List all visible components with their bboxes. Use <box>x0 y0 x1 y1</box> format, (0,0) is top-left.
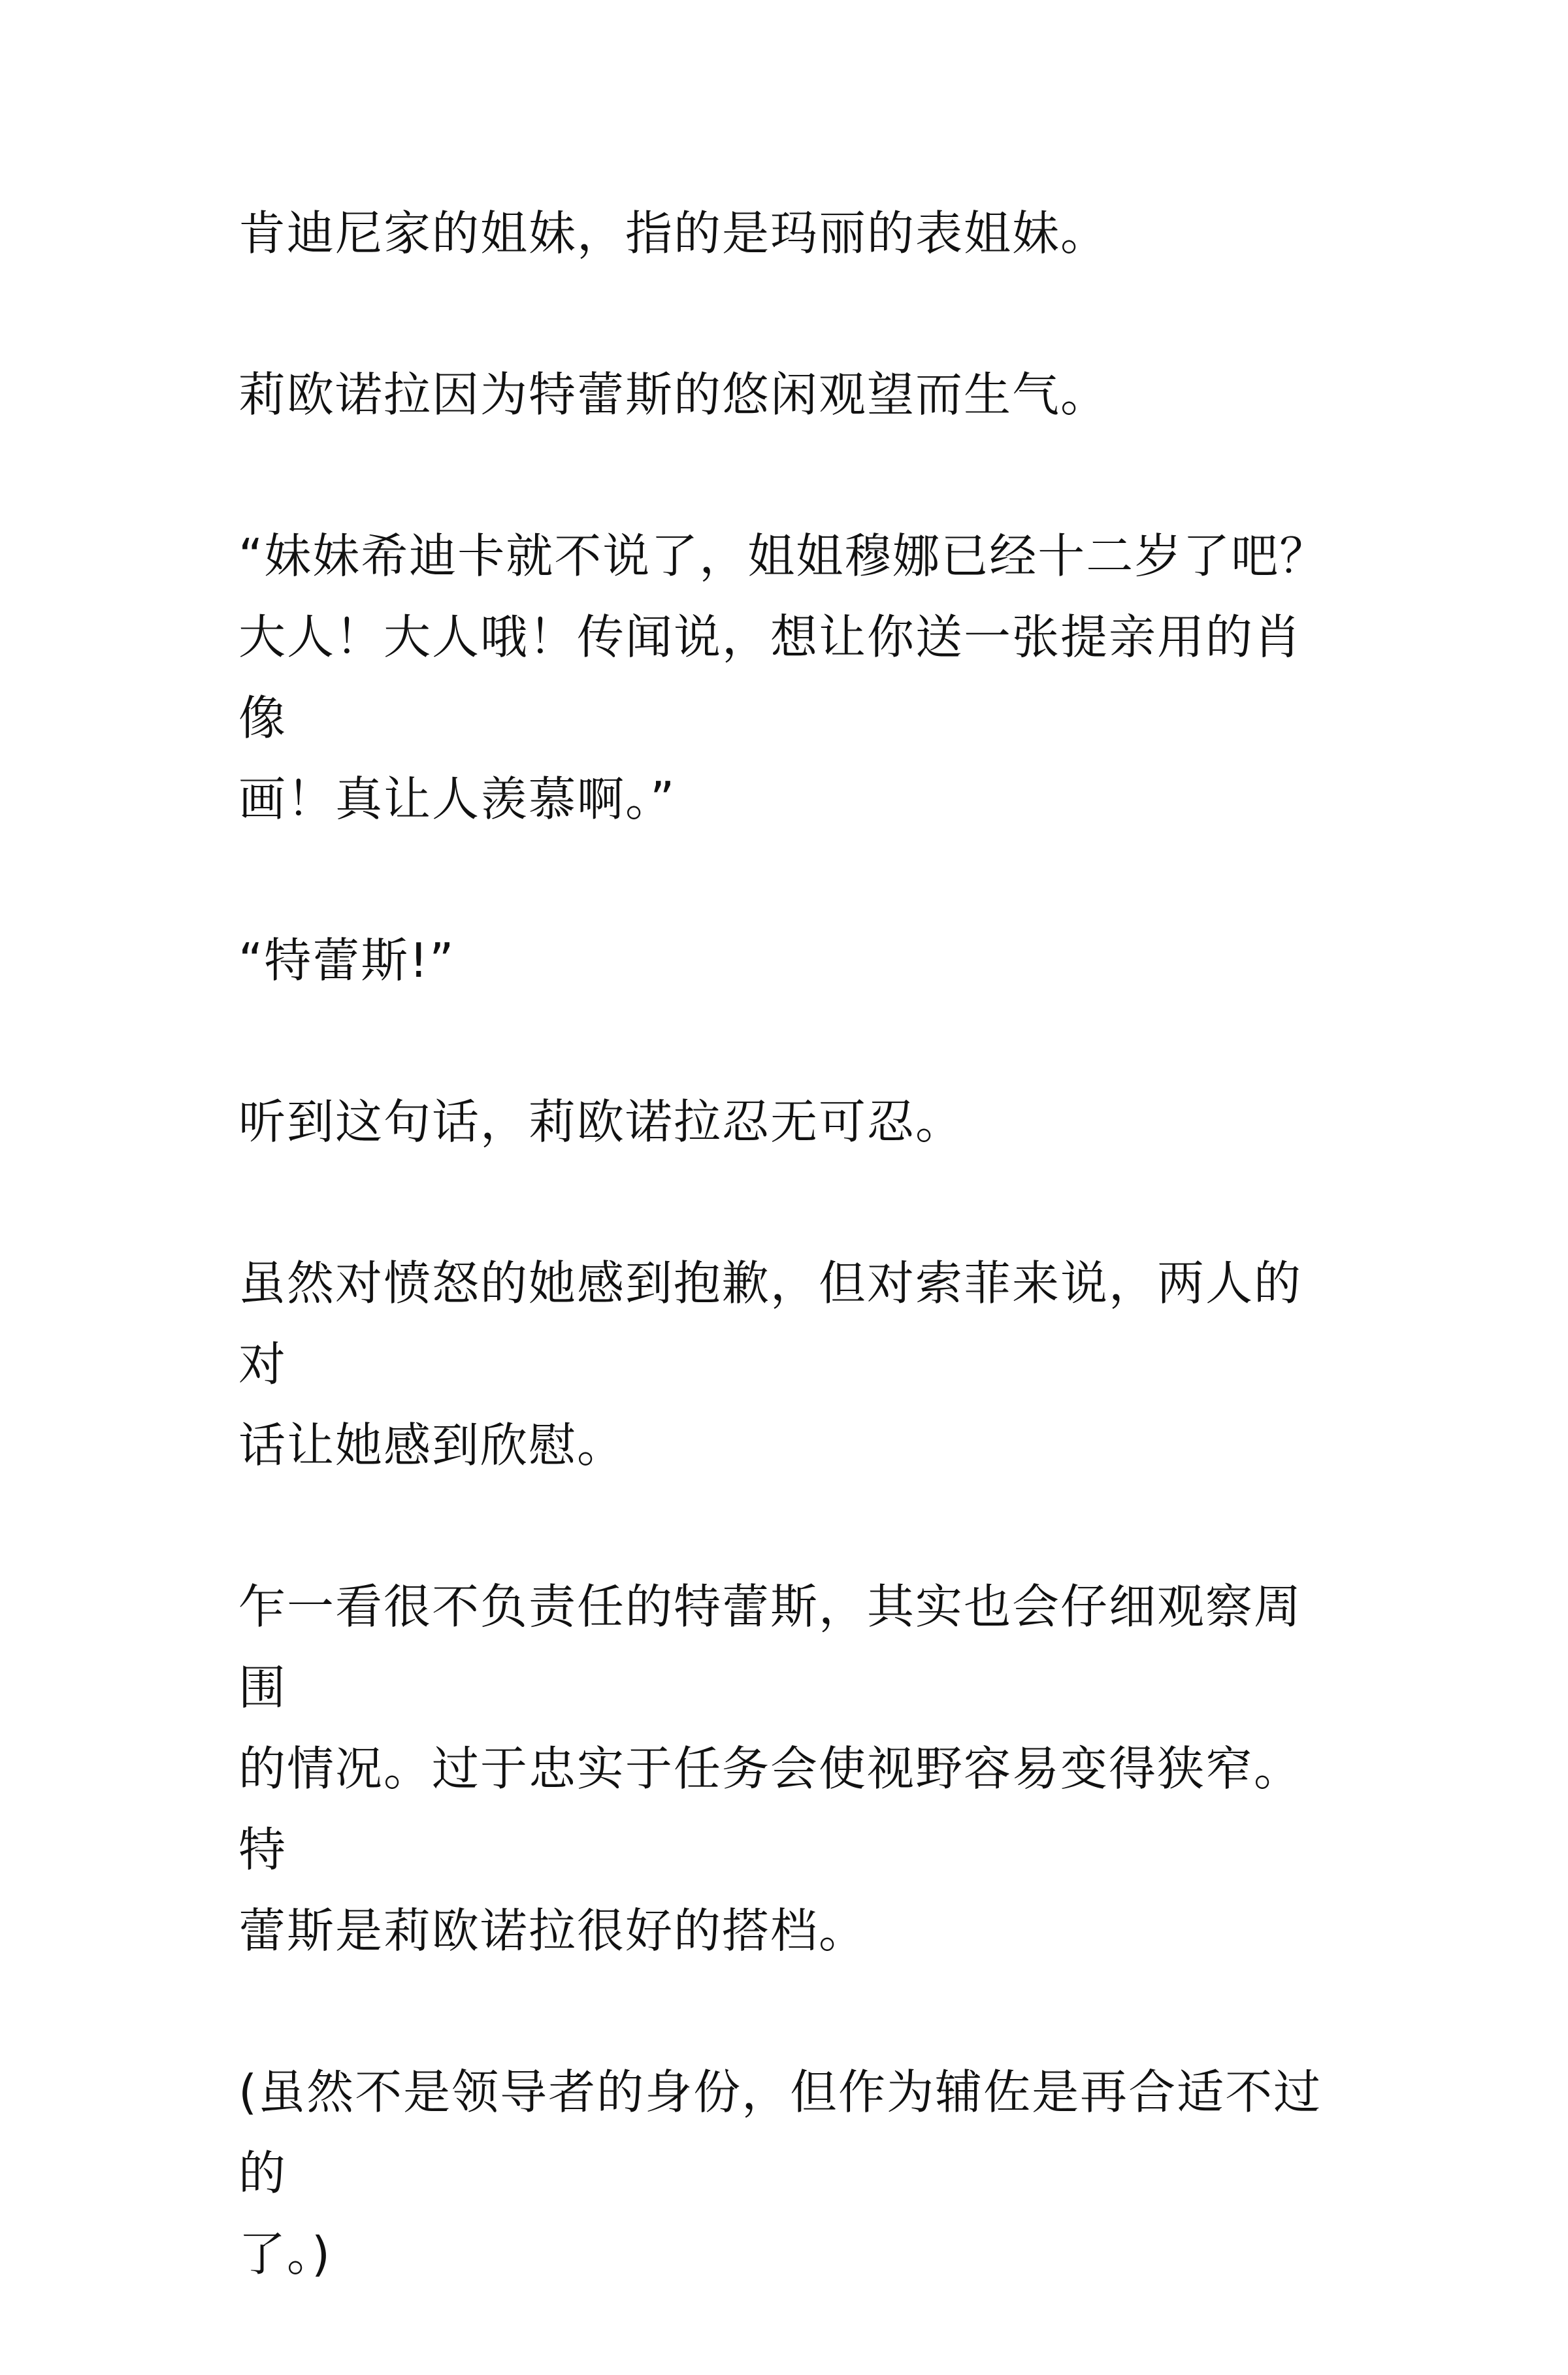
paragraph-2: 莉欧诺拉因为特蕾斯的悠闲观望而生气。 <box>238 367 1109 422</box>
paragraph-3: “妹妹希迪卡就不说了，姐姐穆娜已经十二岁了吧？ 大人！大人哦！传闻说，想让你送一张提亲用的肖像 画！真让人羡慕啊。” <box>238 529 1328 827</box>
paragraph-7: 乍一看很不负责任的特蕾斯，其实也会仔细观察周围 的情况。过于忠实于任务会使视野容易变得狭窄。特 蕾斯是莉欧诺拉很好的搭档。 <box>238 1579 1303 1958</box>
paragraph-1: 肯迪尼家的姐妹，指的是玛丽的表姐妹。 <box>238 206 1109 261</box>
text-body <box>238 193 1349 2375</box>
paragraph-6: 虽然对愤怒的她感到抱歉，但对索菲来说，两人的对 话让她感到欣慰。 <box>238 1256 1303 1473</box>
paragraph-4: “特蕾斯!” <box>238 933 455 988</box>
paragraph-5: 听到这句话，莉欧诺拉忍无可忍。 <box>238 1094 964 1149</box>
paragraph-8: (虽然不是领导者的身份，但作为辅佐是再合适不过的 了。) <box>238 2065 1322 2282</box>
